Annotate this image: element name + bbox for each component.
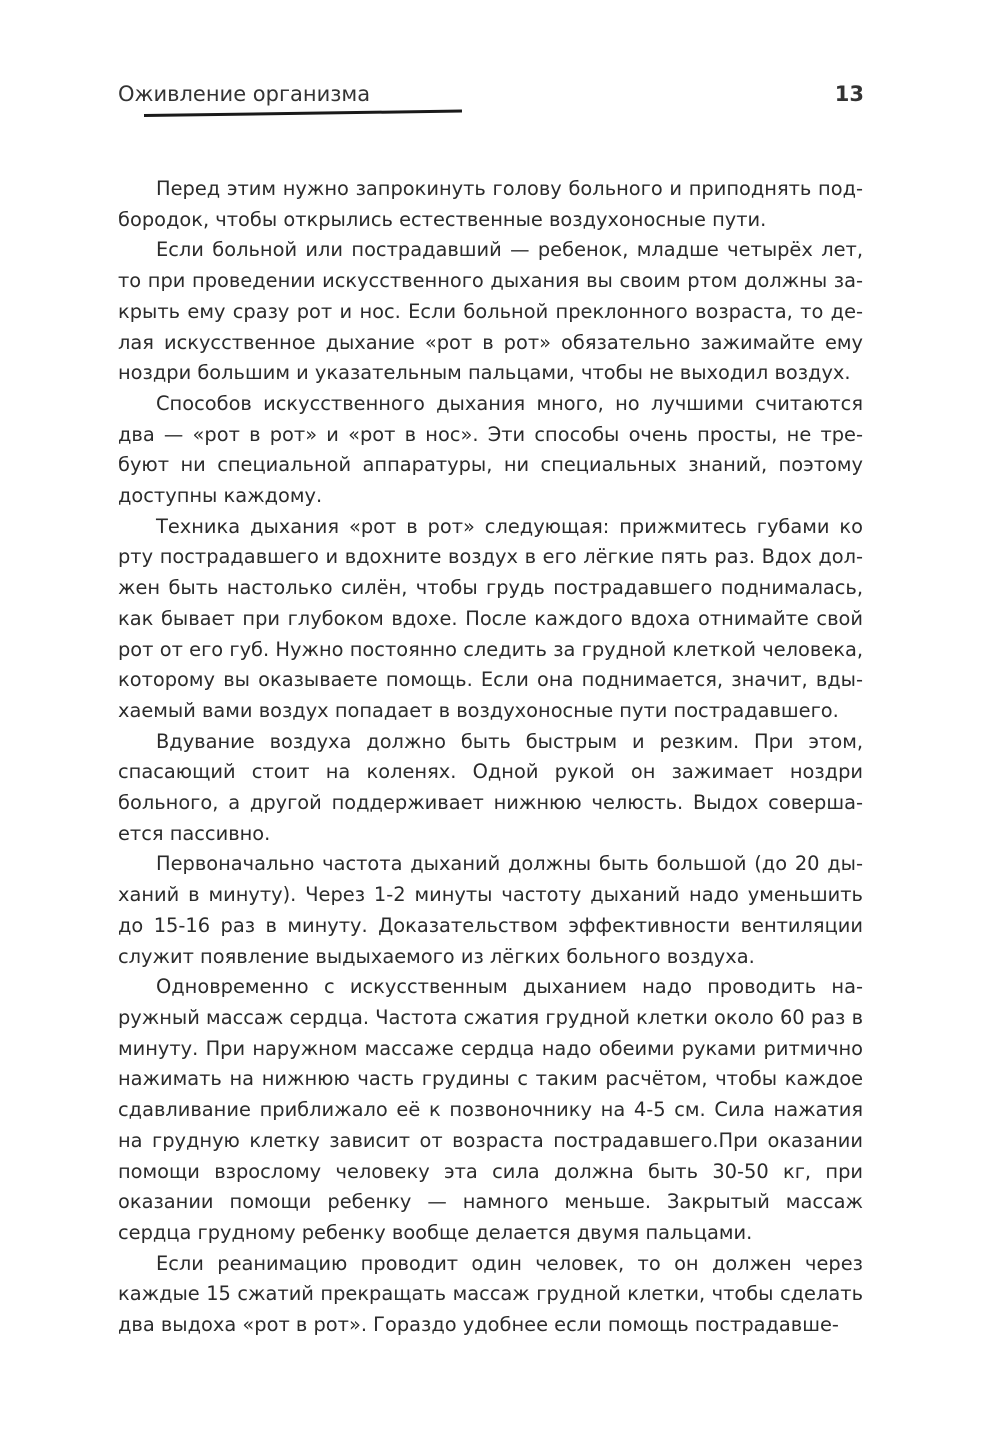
paragraph: Техника дыхания «рот в рот» следующая: прижмитесь губами ко рту пострадавшего и вдохните воздух в его лёгкие пять раз. Вдох должен быть настолько силён, чтобы грудь пострадавшего поднималась, как бывает при глубоком вдохе. После каждого вдоха отнимайте свой рот от его губ. Нужно постоянно следить за грудной клеткой человека, которому вы оказываете помощь. Если она поднимается, значит, вдыхаемый вами воздух попадает в воздухоносные пути пострадавшего.: [118, 514, 863, 722]
paragraph: Одновременно с искусственным дыханием надо проводить наружный массаж сердца. Частота сжатия грудной клетки около 60 раз в минуту. При наружном массаже сердца надо обеими руками ритмично нажимать на нижнюю часть грудины с таким расчётом, чтобы каждое сдавливание приближало её к позвоночнику на 4-5 см. Сила нажатия на грудную клетку зависит от возраста пострадавшего.При оказании помощи взрослому человеку эта сила должна быть 30-50 кг, при оказании помощи ребенку — намного меньше. Закрытый массаж сердца грудному ребенку вообще делается двумя пальцами.: [118, 975, 863, 1244]
paragraph: Способов искусственного дыхания много, но лучшими считаются два — «рот в рот» и «рот в нос». Эти способы очень просты, не требуют ни специальной аппаратуры, ни специальных знаний, поэтому доступны каждому.: [118, 391, 863, 508]
running-head-title: Оживление организма: [118, 82, 371, 106]
paragraph: Если больной или пострадавший — ребенок, младше четырёх лет, то при проведении искусственного дыхания вы своим ртом должны закрыть ему сразу рот и нос. Если больной преклонного возраста, то делая искусственное дыхание «рот в рот» обязательно зажимайте ему ноздри большим и указательным пальцами, чтобы не выходил воздух.: [118, 238, 863, 385]
paragraph: Вдувание воздуха должно быть быстрым и резким. При этом, спасающий стоит на коленях. Одной рукой он зажимает ноздри больного, а другой поддерживает нижнюю челюсть. Выдох совершается пассивно.: [118, 729, 863, 845]
paragraph: Если реанимацию проводит один человек, то он должен через каждые 15 сжатий прекращать массаж грудной клетки, чтобы сделать два выдоха «рот в рот». Гораздо удобнее если помощь пострадавше-: [118, 1251, 863, 1337]
body-text: [118, 174, 863, 1341]
paragraph: Первоначально частота дыханий должны быть большой (до 20 дыханий в минуту). Через 1-2 минуты частоту дыханий надо уменьшить до 15-16 раз в минуту. Доказательством эффективности вентиляции служит появление выдыхаемого из лёгких больного воздуха.: [118, 852, 863, 968]
header-rule: [144, 110, 462, 117]
paragraph: Перед этим нужно запрокинуть голову больного и приподнять подбородок, чтобы открылись естественные воздухоносные пути.: [118, 177, 863, 231]
page-number: 13: [834, 82, 864, 106]
